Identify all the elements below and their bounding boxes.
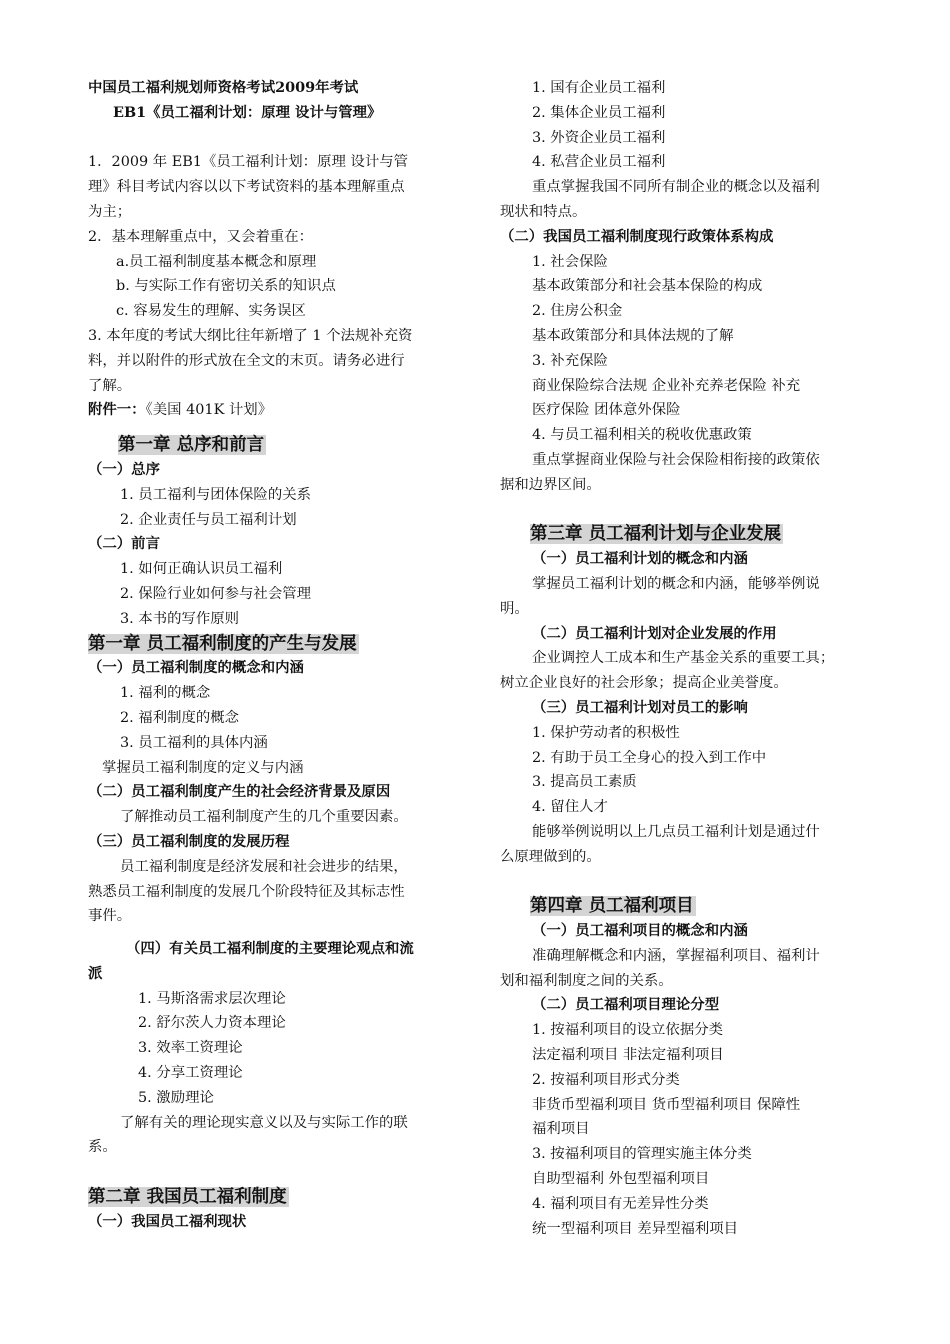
section-heading-cont: 派 [88,964,103,982]
list-item: 据和边界区间。 [500,476,601,493]
list-item: 5. 激励理论 [138,1089,214,1106]
list-item: 商业保险综合法规 企业补充养老保险 补充 [532,377,801,394]
chapter-heading [88,433,468,458]
list-item: 基本政策部分和具体法规的了解 [532,327,734,344]
section-note: 重点掌握我国不同所有制企业的概念以及福利 [532,179,820,196]
section-note: 准确理解概念和内涵，掌握福利项目、福利计 [532,947,820,964]
section-note: 能够举例说明以上几点员工福利计划是通过什 [532,823,820,840]
list-item: 4. 私营企业员工福利 [532,154,666,171]
list-item: 4. 留住人才 [532,799,608,816]
list-item: 3. 外资企业员工福利 [532,129,666,146]
section-note: 现状和特点。 [500,203,587,220]
section-note: 企业调控人工成本和生产基金关系的重要工具； [532,650,835,667]
section-heading: （三）员工福利计划对员工的影响 [532,698,748,716]
section-heading: （二）员工福利制度产生的社会经济背景及原因 [88,783,391,801]
spacer [88,1160,468,1185]
list-item: 4. 分享工资理论 [138,1065,243,1082]
note-line: 2．基本理解重点中，又会着重在： [88,228,314,245]
chapter-heading [500,522,880,547]
note-line: b. 与实际工作有密切关系的知识点 [116,278,336,295]
list-item: 1. 保护劳动者的积极性 [532,724,680,741]
list-item: 4. 与员工福利相关的税收优惠政策 [532,427,752,444]
spacer [500,498,880,523]
list-item: 4. 福利项目有无差异性分类 [532,1195,709,1212]
list-item: 3. 本书的写作原则 [120,610,240,627]
section-heading: （四）有关员工福利制度的主要理论观点和流 [126,940,414,958]
list-item: 1. 员工福利与团体保险的关系 [120,486,311,503]
section-note: 了解推动员工福利制度产生的几个重要因素。 [120,809,408,826]
section-heading: （二）员工福利计划对企业发展的作用 [532,624,777,642]
list-item: 2. 按福利项目形式分类 [532,1071,680,1088]
note-line: 3. 本年度的考试大纲比往年新增了 1 个法规补充资 [88,327,413,344]
section-note: 明。 [500,600,529,617]
list-item: 自助型福利 外包型福利项目 [532,1171,710,1188]
list-item: 3. 按福利项目的管理实施主体分类 [532,1146,752,1163]
section-heading: （一）总序 [88,460,160,478]
list-item: 非货币型福利项目 货币型福利项目 保障性 [532,1096,801,1113]
note-line: c. 容易发生的理解、实务误区 [116,303,306,320]
spacer [500,870,880,895]
chapter-heading-text: 第一章 总序和前言 [118,435,265,456]
chapter-heading-text: 第四章 员工福利项目 [530,896,694,917]
list-item: 2. 住房公积金 [532,303,623,320]
section-heading: （一）我国员工福利现状 [88,1212,247,1230]
list-item: 3. 员工福利的具体内涵 [120,734,268,751]
note-line: 理》科目考试内容以以下考试资料的基本理解重点 [88,179,405,196]
section-heading: （二）员工福利项目理论分型 [532,996,720,1014]
list-item: 2. 企业责任与员工福利计划 [120,511,297,528]
section-note: 系。 [88,1139,117,1156]
document-subtitle: EB1《员工福利计划：原理 设计与管理》 [113,103,382,121]
list-item: 1. 按福利项目的设立依据分类 [532,1022,723,1039]
spacer [88,126,468,151]
section-note: 掌握员工福利制度的定义与内涵 [102,759,304,776]
list-item: 法定福利项目 非法定福利项目 [532,1047,724,1064]
note-line: 料，并以附件的形式放在全文的末页。请务必进行 [88,352,405,369]
list-item: 3. 效率工资理论 [138,1040,243,1057]
note-line: 为主； [88,203,132,220]
section-note: 员工福利制度是经济发展和社会进步的结果， [120,858,408,875]
section-note: 树立企业良好的社会形象；提高企业美誉度。 [500,675,788,692]
section-note: 事件。 [88,908,132,925]
attachment-text: 《美国 401K 计划》 [145,402,273,419]
note-line: a.员工福利制度基本概念和原理 [116,253,317,270]
list-item: 2. 舒尔茨人力资本理论 [138,1015,286,1032]
section-heading: （二）我国员工福利制度现行政策体系构成 [500,227,774,245]
list-item: 2. 福利制度的概念 [120,709,240,726]
list-item: 福利项目 [532,1121,590,1138]
section-note: 熟悉员工福利制度的发展几个阶段特征及其标志性 [88,883,405,900]
list-item: 医疗保险 团体意外保险 [532,402,681,419]
note-line: 1．2009 年 EB1《员工福利计划：原理 设计与管 [88,154,408,171]
list-item: 3. 提高员工素质 [532,774,637,791]
section-note: 么原理做到的。 [500,848,601,865]
section-note: 掌握员工福利计划的概念和内涵，能够举例说 [532,575,820,592]
list-item: 1. 社会保险 [532,253,608,270]
list-item: 3. 补充保险 [532,352,608,369]
chapter-heading-text: 第三章 员工福利计划与企业发展 [530,524,782,545]
attachment-label: 附件一： [88,401,146,419]
right-column [500,76,880,1241]
list-item: 1. 马斯洛需求层次理论 [138,990,286,1007]
chapter-heading [88,1185,468,1210]
list-item: 重点掌握商业保险与社会保险相衔接的政策依 [532,451,820,468]
document-title: 中国员工福利规划师资格考试2009年考试 [88,79,359,96]
section-heading: （二）前言 [88,535,160,553]
section-heading: （一）员工福利项目的概念和内涵 [532,922,748,940]
list-item: 基本政策部分和社会基本保险的构成 [532,278,763,295]
list-item: 1. 福利的概念 [120,685,211,702]
list-item: 2. 集体企业员工福利 [532,104,666,121]
list-item: 2. 保险行业如何参与社会管理 [120,585,311,602]
spacer [88,423,468,433]
section-note: 了解有关的理论现实意义以及与实际工作的联 [120,1114,408,1131]
chapter-heading-text: 第二章 我国员工福利制度 [88,1187,287,1208]
list-item: 1. 如何正确认识员工福利 [120,561,283,578]
list-item: 1. 国有企业员工福利 [532,80,666,96]
attachment-line [88,398,468,423]
chapter-heading [88,632,468,657]
section-note: 划和福利制度之间的关系。 [500,972,673,989]
note-line: 了解。 [88,377,132,394]
list-item: 统一型福利项目 差异型福利项目 [532,1220,739,1237]
section-heading: （一）员工福利计划的概念和内涵 [532,550,748,568]
chapter-heading-text: 第一章 员工福利制度的产生与发展 [88,633,357,654]
list-item: 2. 有助于员工全身心的投入到工作中 [532,749,767,766]
chapter-heading [500,894,880,919]
left-column [88,76,468,1235]
section-heading: （一）员工福利制度的概念和内涵 [88,659,304,677]
spacer [88,929,468,937]
section-heading: （三）员工福利制度的发展历程 [88,832,290,850]
